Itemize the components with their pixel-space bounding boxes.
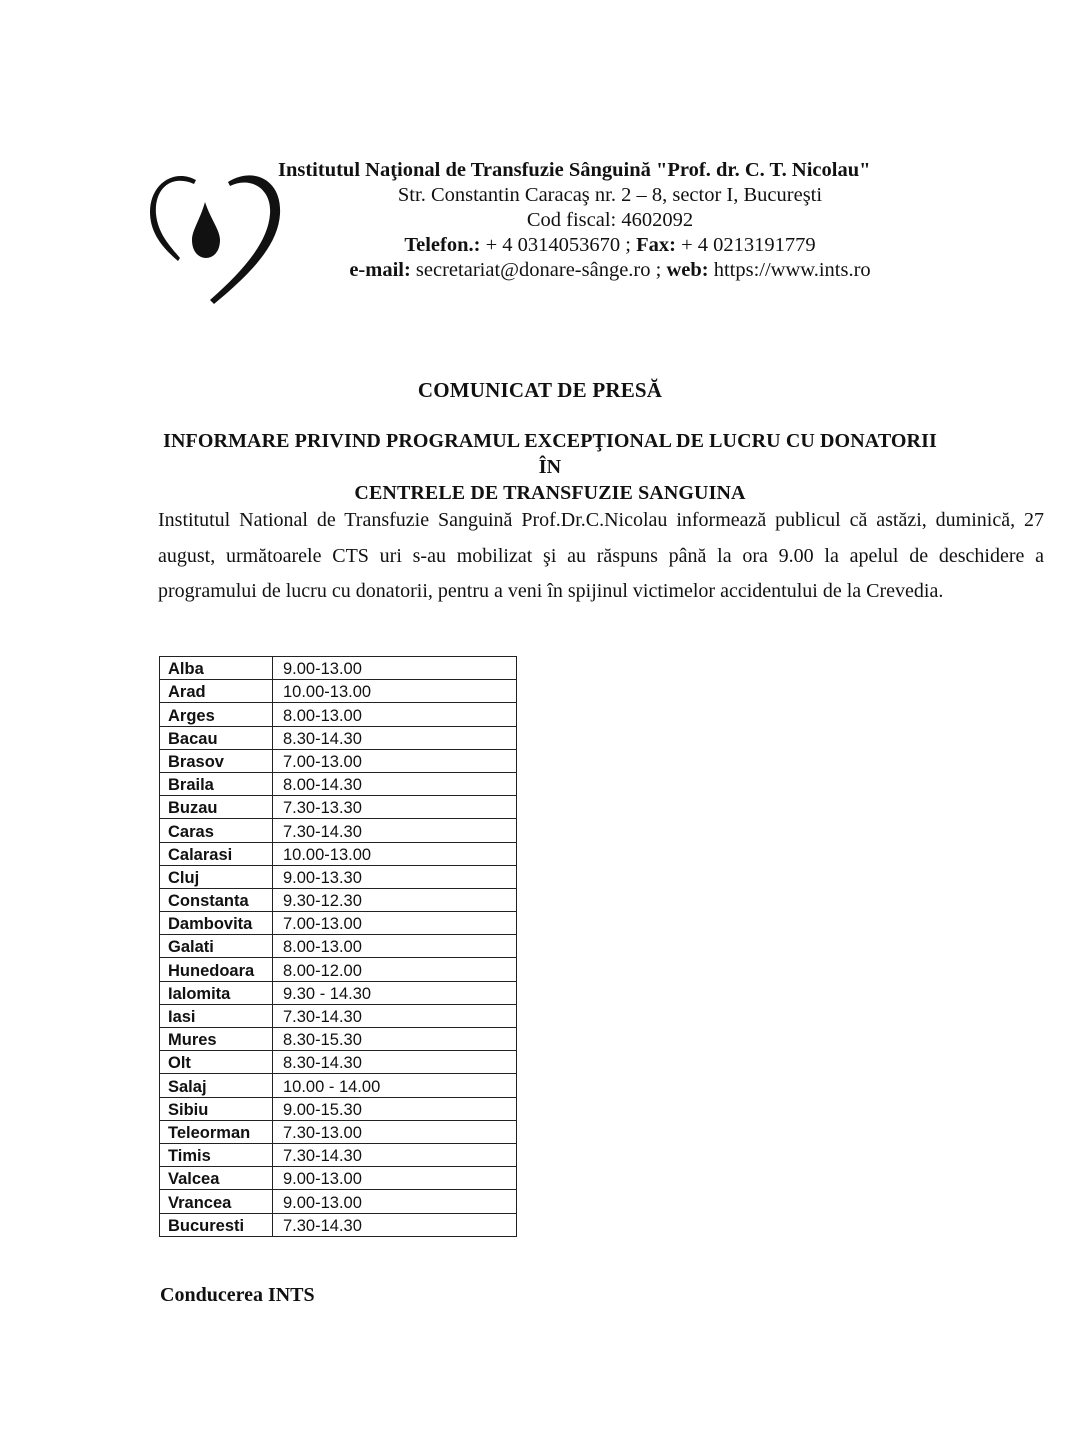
region-cell: Arad xyxy=(160,680,273,703)
heading-line-1: INFORMARE PRIVIND PROGRAMUL EXCEPŢIONAL DE LUCRU CU DONATORII ÎN xyxy=(163,430,937,478)
web-label: web: xyxy=(666,259,709,281)
hours-cell: 7.00-13.00 xyxy=(273,912,517,935)
phone-label: Telefon.: xyxy=(404,234,481,256)
hours-cell: 7.30-13.00 xyxy=(273,1120,517,1143)
region-cell: Ialomita xyxy=(160,981,273,1004)
table-row xyxy=(160,680,517,703)
hours-cell: 8.30-14.30 xyxy=(273,1051,517,1074)
table-row xyxy=(160,1074,517,1097)
region-cell: Dambovita xyxy=(160,912,273,935)
fax-label: Fax: xyxy=(636,234,676,256)
hours-cell: 7.00-13.00 xyxy=(273,749,517,772)
region-cell: Mures xyxy=(160,1028,273,1051)
hours-cell: 9.00-15.30 xyxy=(273,1097,517,1120)
table-row xyxy=(160,819,517,842)
hours-cell: 8.00-13.00 xyxy=(273,703,517,726)
table-row xyxy=(160,888,517,911)
institution-address: Str. Constantin Caracaş nr. 2 – 8, sector I, Bucureşti xyxy=(397,184,823,206)
region-cell: Cluj xyxy=(160,865,273,888)
table-row xyxy=(160,1028,517,1051)
region-cell: Braila xyxy=(160,772,273,795)
region-cell: Hunedoara xyxy=(160,958,273,981)
hours-cell: 9.30-12.30 xyxy=(273,888,517,911)
region-cell: Salaj xyxy=(160,1074,273,1097)
region-cell: Galati xyxy=(160,935,273,958)
hours-cell: 7.30-13.30 xyxy=(273,796,517,819)
fax-value: + 4 0213191779 xyxy=(675,234,816,256)
hours-cell: 7.30-14.30 xyxy=(273,1143,517,1166)
region-cell: Sibiu xyxy=(160,1097,273,1120)
table-row xyxy=(160,842,517,865)
contact-email-web xyxy=(270,258,950,283)
table-row xyxy=(160,981,517,1004)
table-row xyxy=(160,935,517,958)
institution-name: Institutul Naţional de Transfuzie Sânguină "Prof. dr. C. T. Nicolau" xyxy=(278,159,871,181)
fiscal-code: Cod fiscal: 4602092 xyxy=(526,209,694,231)
table-row xyxy=(160,958,517,981)
hours-cell: 8.30-14.30 xyxy=(273,726,517,749)
blood-drop-heart-icon xyxy=(150,162,285,307)
email-label: e-mail: xyxy=(349,259,411,281)
region-cell: Bacau xyxy=(160,726,273,749)
table-row xyxy=(160,726,517,749)
hours-cell: 7.30-14.30 xyxy=(273,1213,517,1236)
hours-cell: 8.00-13.00 xyxy=(273,935,517,958)
table-row xyxy=(160,912,517,935)
phone-value: + 4 0314053670 ; xyxy=(480,234,637,256)
region-cell: Brasov xyxy=(160,749,273,772)
institution-header xyxy=(270,158,950,283)
email-value: secretariat@donare-sânge.ro ; xyxy=(410,259,667,281)
table-row xyxy=(160,1213,517,1236)
announcement-paragraph: Institutul National de Transfuzie Sanguină Prof.Dr.C.Nicolau informează publicul că astăzi, duminică, 27 august, următoarele CTS uri s-au mobilizat şi au răspuns până la ora 9.00 la apelul de deschidere a programului de lucru cu donatorii, pentru a veni în spijinul victimelor accidentului de la Crevedia. xyxy=(158,509,1044,602)
table-row xyxy=(160,1051,517,1074)
region-cell: Bucuresti xyxy=(160,1213,273,1236)
region-cell: Constanta xyxy=(160,888,273,911)
table-row xyxy=(160,1004,517,1027)
hours-cell: 9.00-13.30 xyxy=(273,865,517,888)
table-row xyxy=(160,1120,517,1143)
hours-cell: 9.00-13.00 xyxy=(273,657,517,680)
region-cell: Teleorman xyxy=(160,1120,273,1143)
hours-cell: 10.00 - 14.00 xyxy=(273,1074,517,1097)
hours-cell: 8.30-15.30 xyxy=(273,1028,517,1051)
table-row xyxy=(160,657,517,680)
table-row xyxy=(160,1143,517,1166)
region-cell: Buzau xyxy=(160,796,273,819)
region-cell: Arges xyxy=(160,703,273,726)
table-row xyxy=(160,1097,517,1120)
region-cell: Alba xyxy=(160,657,273,680)
table-row xyxy=(160,796,517,819)
hours-cell: 9.00-13.00 xyxy=(273,1167,517,1190)
press-release-title: COMUNICAT DE PRESĂ xyxy=(417,378,663,402)
document-heading xyxy=(150,428,950,506)
schedule-table xyxy=(159,656,517,1237)
table-row xyxy=(160,1167,517,1190)
signature: Conducerea INTS xyxy=(160,1284,315,1306)
region-cell: Iasi xyxy=(160,1004,273,1027)
hours-cell: 7.30-14.30 xyxy=(273,819,517,842)
region-cell: Vrancea xyxy=(160,1190,273,1213)
hours-cell: 7.30-14.30 xyxy=(273,1004,517,1027)
table-row xyxy=(160,772,517,795)
table-row xyxy=(160,865,517,888)
contact-phone-fax xyxy=(270,233,950,258)
region-cell: Olt xyxy=(160,1051,273,1074)
table-row xyxy=(160,703,517,726)
web-value: https://www.ints.ro xyxy=(708,259,871,281)
table-row xyxy=(160,749,517,772)
heading-line-2: CENTRELE DE TRANSFUZIE SANGUINA xyxy=(354,482,746,504)
table-row xyxy=(160,1190,517,1213)
region-cell: Valcea xyxy=(160,1167,273,1190)
hours-cell: 8.00-14.30 xyxy=(273,772,517,795)
region-cell: Caras xyxy=(160,819,273,842)
hours-cell: 9.30 - 14.30 xyxy=(273,981,517,1004)
hours-cell: 10.00-13.00 xyxy=(273,842,517,865)
region-cell: Timis xyxy=(160,1143,273,1166)
hours-cell: 9.00-13.00 xyxy=(273,1190,517,1213)
hours-cell: 8.00-12.00 xyxy=(273,958,517,981)
region-cell: Calarasi xyxy=(160,842,273,865)
hours-cell: 10.00-13.00 xyxy=(273,680,517,703)
